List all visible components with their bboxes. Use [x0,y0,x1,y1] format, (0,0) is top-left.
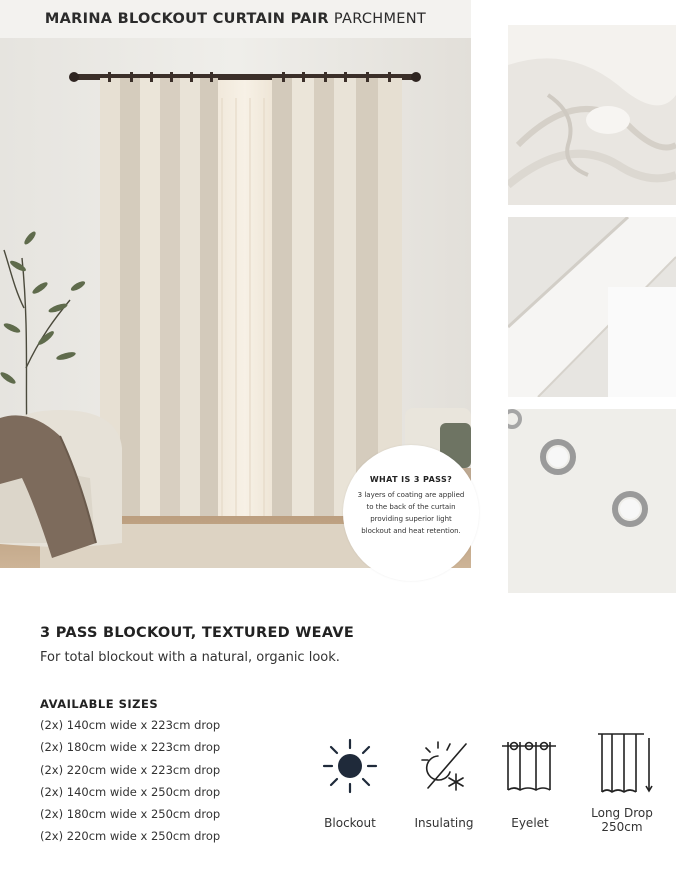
size-item: (2x) 220cm wide x 250cm drop [40,829,221,844]
product-color: PARCHMENT [333,11,427,27]
feature-heading: 3 PASS BLOCKOUT, TEXTURED WEAVE [40,625,355,641]
feature-label-insulating: Insulating [414,816,474,830]
snow-sun-icon [416,738,472,794]
feature-label-eyelet: Eyelet [511,816,549,830]
size-item: (2x) 140cm wide x 250cm drop [40,784,221,799]
size-item: (2x) 220cm wide x 223cm drop [40,762,221,777]
sun-icon [322,738,378,794]
feature-subheading: For total blockout with a natural, organic look. [40,650,340,665]
long-drop-curtain-icon [596,730,654,796]
size-item: (2x) 180cm wide x 223cm drop [40,740,221,755]
main-product-photo [0,0,471,568]
sizes-list [40,714,220,848]
feature-label-long-drop: Long Drop 250cm [591,806,653,834]
callout-question: WHAT IS 3 PASS? [369,475,453,484]
callout-answer: 3 layers of coating are applied to the back of the curtain providing superior light blockout and heat retention. [357,491,465,535]
product-title-bar [0,0,471,38]
product-title: MARINA BLOCKOUT CURTAIN PAIR [44,11,329,27]
feature-label-blockout: Blockout [324,816,376,830]
size-item: (2x) 140cm wide x 223cm drop [40,718,221,732]
fabric-hem-photo [508,217,676,397]
size-item: (2x) 180cm wide x 250cm drop [40,807,221,822]
eyelet-curtain-icon [500,736,558,794]
sizes-heading: AVAILABLE SIZES [40,697,159,711]
eyelet-closeup-photo [508,409,676,593]
fabric-texture-photo [508,25,676,205]
